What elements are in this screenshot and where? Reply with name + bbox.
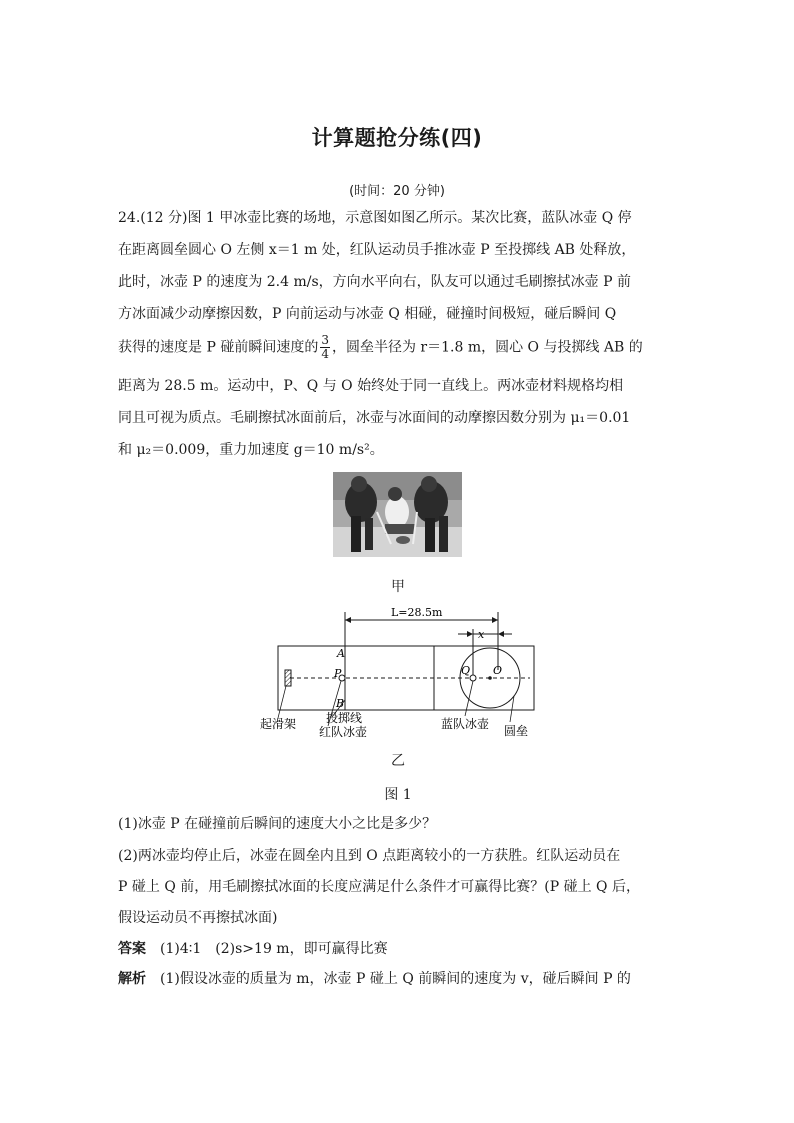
fraction-denominator: 4 [321, 347, 329, 361]
problem-line-5-start: 获得的速度是 P 碰前瞬间速度的 [118, 339, 319, 356]
page-title: 计算题抢分练(四) [311, 126, 483, 150]
problem-line-5-end: ，圆垒半径为 r＝1.8 m，圆心 O 与投掷线 AB 的 [331, 339, 643, 356]
fraction-three-quarters [320, 334, 330, 361]
diagram-caption: 乙 [391, 753, 405, 769]
stone-q [470, 675, 476, 681]
label-q: Q [461, 664, 471, 677]
distance-arrow-left [345, 617, 351, 623]
label-start-rack: 起滑架 [260, 717, 297, 731]
figure-caption: 图 1 [384, 787, 412, 803]
label-red-stone: 红队冰壶 [319, 725, 368, 739]
center-o [488, 676, 492, 680]
curling-diagram [240, 600, 550, 745]
problem-line-4: 方冰面减少动摩擦因数，P 向前运动与冰壶 Q 相碰，碰撞时间极短，碰后瞬间 Q [118, 306, 617, 322]
question-2-line-1: (2)两冰壶均停止后，冰壶在圆垒内且到 O 点距离较小的一方获胜。红队运动员在 [118, 848, 621, 864]
start-rack [285, 670, 291, 686]
problem-line-1: 24.(12 分)图 1 甲冰壶比赛的场地，示意图如图乙所示。某次比赛，蓝队冰壶 Q 停 [118, 210, 632, 226]
leader-start-rack [278, 686, 286, 718]
fraction-numerator: 3 [321, 333, 329, 347]
problem-line-6: 距离为 28.5 m。运动中，P、Q 与 O 始终处于同一直线上。两冰壶材料规格均相 [118, 378, 624, 394]
distance-arrow-right [492, 617, 498, 623]
label-blue-stone: 蓝队冰壶 [441, 717, 490, 731]
curling-photo [333, 472, 462, 557]
question-2-line-3: 假设运动员不再擦拭冰面) [118, 910, 278, 926]
distance-label: L=28.5m [391, 606, 443, 619]
answer-text: (1)4∶1 (2)s>19 m，即可赢得比赛 [160, 941, 388, 957]
question-1: (1)冰壶 P 在碰撞前后瞬间的速度大小之比是多少？ [118, 816, 437, 832]
x-label: x [478, 628, 485, 641]
curling-photo-illustration [333, 472, 462, 557]
label-b: B [336, 697, 345, 710]
photo-caption: 甲 [391, 579, 405, 595]
problem-line-8: 和 μ₂＝0.009，重力加速度 g＝10 m/s²。 [118, 442, 384, 458]
label-throw-line: 投掷线 [326, 711, 363, 725]
label-o: O [493, 664, 503, 677]
time-limit: (时间：20 分钟) [349, 184, 445, 199]
problem-line-7: 同且可视为质点。毛刷擦拭冰面前后，冰壶与冰面间的动摩擦因数分别为 μ₁＝0.01 [118, 410, 631, 426]
analysis-text: (1)假设冰壶的质量为 m，冰壶 P 碰上 Q 前瞬间的速度为 v，碰后瞬间 P 的 [160, 971, 631, 987]
answer-label: 答案 [118, 941, 146, 957]
label-p: P [334, 667, 342, 680]
problem-line-2: 在距离圆垒圆心 O 左侧 x＝1 m 处，红队运动员手推冰壶 P 至投掷线 AB 处释放， [118, 242, 636, 258]
analysis-label: 解析 [118, 971, 146, 987]
label-a: A [337, 647, 345, 660]
leader-blue-stone [465, 681, 473, 716]
problem-line-3: 此时，冰壶 P 的速度为 2.4 m/s，方向水平向右，队友可以通过毛刷擦拭冰壶 P 前 [118, 274, 631, 290]
question-2-line-2: P 碰上 Q 前，用毛刷擦拭冰面的长度应满足什么条件才可赢得比赛？(P 碰上 Q 后， [118, 879, 640, 895]
label-house: 圆垒 [504, 724, 529, 738]
answer-row [118, 939, 388, 959]
problem-line-5 [118, 334, 643, 361]
analysis-row [118, 969, 631, 989]
